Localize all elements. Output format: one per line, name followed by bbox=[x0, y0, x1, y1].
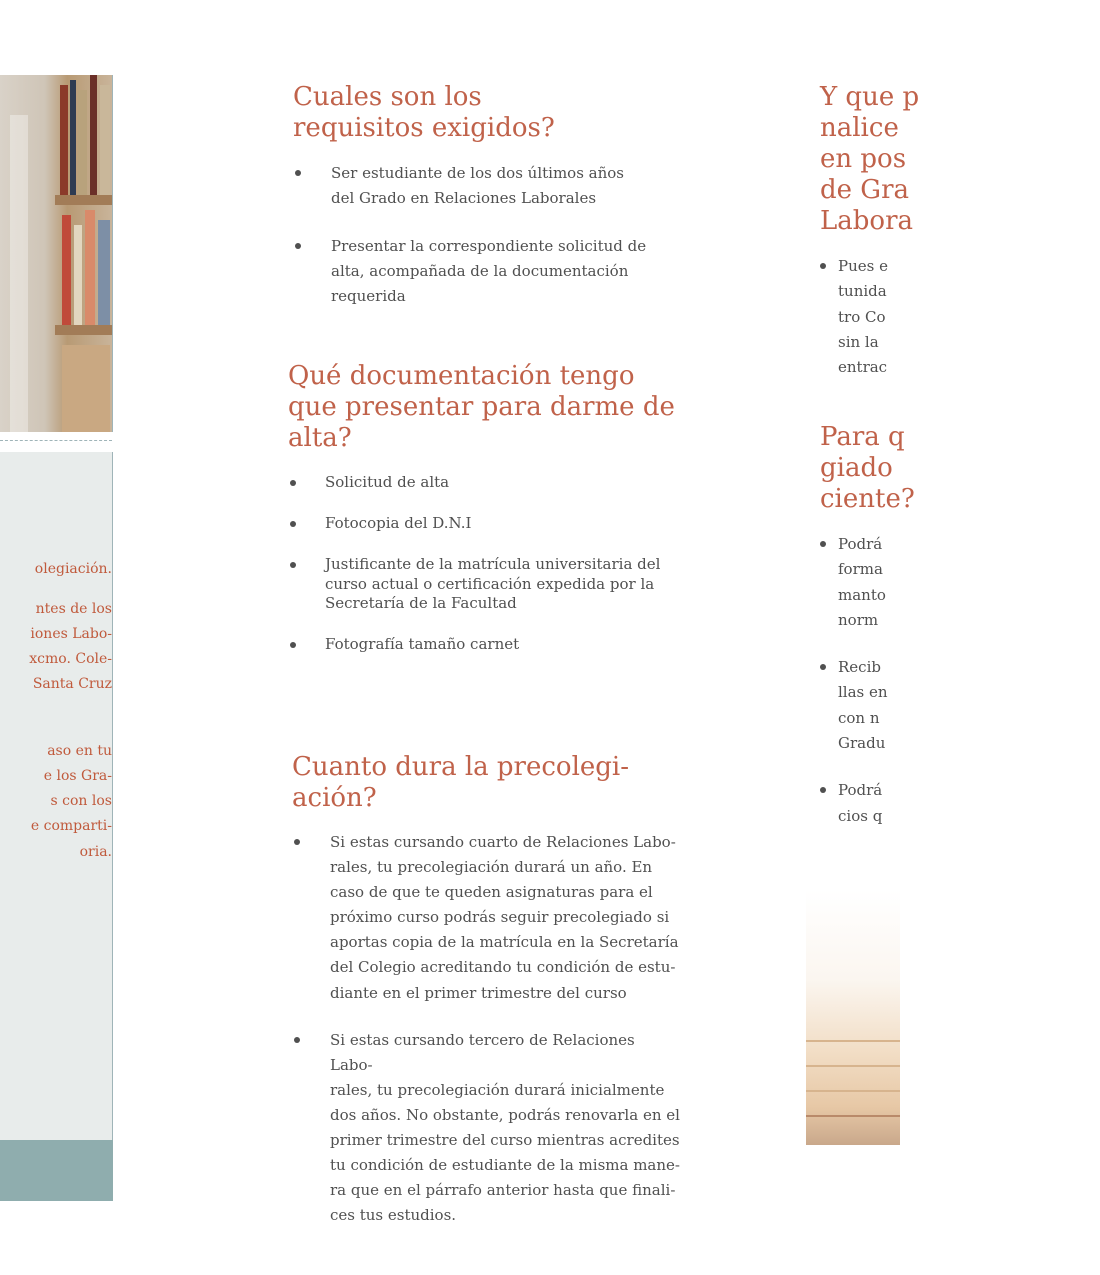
list-item: Podrá forma manto norm bbox=[800, 532, 1100, 633]
list-item: Justificante de la matrícula universitaria del curso actual o certificación expedida por la Secretaría de la Facultad bbox=[288, 555, 688, 614]
left-text-line: iones Labo- bbox=[30, 626, 112, 642]
right-heading-1: Y que p nalice en pos de Gra Labora bbox=[820, 82, 920, 236]
book-spine bbox=[100, 85, 110, 195]
list-item: Podrá cios q bbox=[800, 778, 1100, 829]
page-edge bbox=[806, 1040, 900, 1042]
left-text-line: ntes de los bbox=[35, 601, 112, 617]
blur-highlight bbox=[10, 115, 28, 432]
requisitos-list bbox=[293, 161, 673, 331]
page-edge bbox=[806, 1090, 900, 1092]
documentacion-list bbox=[288, 473, 688, 676]
book-spine bbox=[90, 75, 97, 195]
book-spine bbox=[85, 210, 95, 325]
left-text-line: aso en tu bbox=[47, 743, 112, 759]
left-text-line: olegiación. bbox=[34, 561, 112, 577]
book-spine bbox=[78, 90, 87, 195]
right-list-2 bbox=[800, 532, 1100, 851]
list-item: Ser estudiante de los dos últimos años del Grado en Relaciones Laborales bbox=[293, 161, 673, 212]
right-heading-2: Para q giado ciente? bbox=[820, 422, 915, 514]
page-edge bbox=[806, 1065, 900, 1067]
page-edge bbox=[806, 1115, 900, 1117]
list-item: Fotografía tamaño carnet bbox=[288, 635, 688, 655]
duracion-heading: Cuanto dura la precolegi- ación? bbox=[292, 752, 630, 813]
list-item: Fotocopia del D.N.I bbox=[288, 514, 688, 534]
shelf bbox=[55, 195, 112, 205]
list-item: Recib llas en con n Gradu bbox=[800, 655, 1100, 756]
right-column bbox=[800, 0, 920, 1275]
list-item: Si estas cursando tercero de Relaciones Labo- rales, tu precolegiación durará inicialmente dos años. No obstante, podrás renovarla en el primer trimestre del curso mientras acredites tu condición de estudiante de la misma mane- ra que en el párrafo anterior hasta que finali- ces tus estudios. bbox=[292, 1028, 682, 1229]
left-text-line: s con los bbox=[50, 793, 112, 809]
book-spine bbox=[98, 220, 110, 325]
list-item: Si estas cursando cuarto de Relaciones Labo- rales, tu precolegiación durará un año. En caso de que te queden asignaturas para el próximo curso podrás seguir precolegiado si aportas copia de la matrícula en la Secretaría del Colegio acreditando tu condición de estu- diante en el primer trimestre del curso bbox=[292, 830, 682, 1006]
book-spine bbox=[62, 215, 71, 325]
list-item: Pues e tunida tro Co sin la entrac bbox=[800, 254, 1100, 380]
left-text-line: e comparti- bbox=[30, 818, 112, 834]
duracion-list bbox=[292, 830, 682, 1250]
documentacion-heading: Qué documentación tengo que presentar para darme de alta? bbox=[288, 361, 675, 453]
list-item: Presentar la correspondiente solicitud de alta, acompañada de la documentación requerida bbox=[293, 234, 673, 310]
list-item: Solicitud de alta bbox=[288, 473, 688, 493]
book-spine bbox=[74, 225, 82, 325]
divider bbox=[0, 440, 112, 441]
requisitos-heading: Cuales son los requisitos exigidos? bbox=[293, 82, 555, 143]
left-text-line: xcmo. Cole- bbox=[29, 651, 112, 667]
library-photo bbox=[0, 75, 113, 432]
right-list-1 bbox=[800, 254, 1100, 402]
shelf bbox=[55, 325, 112, 335]
book-spine bbox=[70, 80, 76, 195]
book-spine bbox=[62, 345, 110, 432]
book-spine bbox=[60, 85, 68, 195]
left-text-line: Santa Cruz bbox=[32, 676, 112, 692]
left-text-line: e los Gra- bbox=[43, 768, 112, 784]
left-text-line: oria. bbox=[79, 844, 112, 860]
left-info-panel bbox=[0, 452, 113, 1140]
left-footer-band bbox=[0, 1140, 113, 1201]
open-book-photo bbox=[806, 890, 900, 1145]
